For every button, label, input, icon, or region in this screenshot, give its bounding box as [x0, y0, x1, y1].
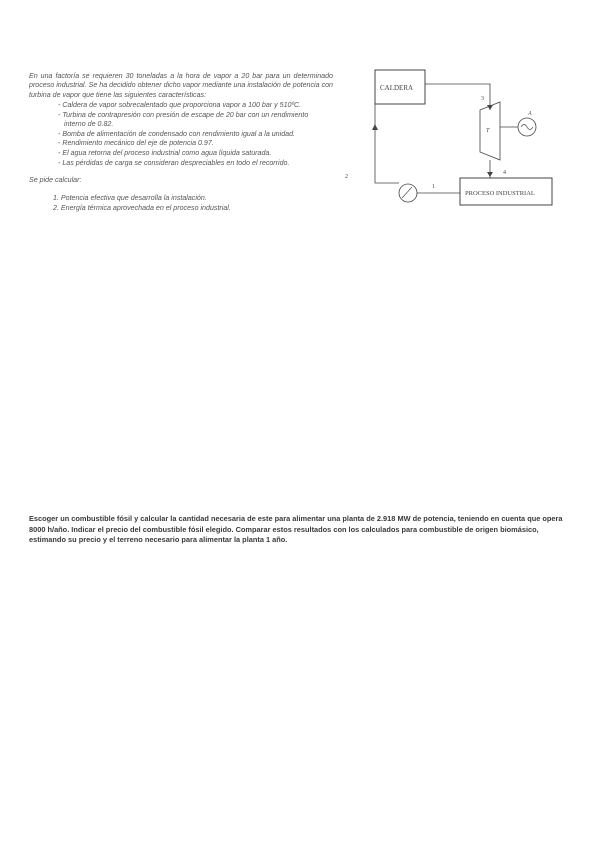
arrow-icon: [372, 124, 378, 130]
pump-line: [402, 187, 412, 198]
list-item: - El agua retorna del proceso industrial como agua líquida saturada.: [58, 148, 272, 157]
list-item: 2. Energía térmica aprovechada en el proceso industrial.: [53, 203, 231, 212]
list-item: 1. Potencia efectiva que desarrolla la instalación.: [53, 194, 207, 202]
boiler-label: CALDERA: [380, 84, 414, 92]
list-item: - Rendimiento mecánico del eje de potencia 0.97.: [58, 139, 214, 148]
problem-intro: En una factoría se requieren 30 toneladas a la hora de vapor a 20 bar para un determinado proceso industrial. Se ha decidido obtener dicho vapor mediante una instalación de potencia con turbina de vapor que tiene las siguientes características:: [29, 72, 333, 99]
list-item: - Bomba de alimentación de condensado con rendimiento igual a la unidad.: [58, 129, 296, 138]
list-item: - Turbina de contrapresión con presión de escape de 20 bar con un rendimiento: [58, 110, 309, 119]
turbine-shape: [480, 102, 500, 160]
point-2-label: 2: [345, 174, 348, 180]
process-label: PROCESO INDUSTRIAL: [465, 190, 535, 197]
list-item: - Caldera de vapor sobrecalentado que proporciona vapor a 100 bar y 510ºC.: [58, 101, 302, 109]
point-4-label: 4: [503, 170, 506, 176]
arrow-icon: [487, 172, 493, 177]
cogeneration-diagram: [340, 60, 560, 220]
calc-title: Se pide calcular:: [29, 176, 82, 184]
sine-icon: [521, 125, 533, 130]
feed-line: [375, 104, 399, 183]
turbine-label: T: [486, 128, 490, 134]
point-3-label: 3: [481, 96, 484, 102]
question-text: Escoger un combustible fósil y calcular la cantidad necesaria de este para alimentar una planta de 2.918 MW de potencia, teniendo en cuenta que opera 8000 h/año. Indicar el precio del combustible fósil elegido. Comparar estos resultados con los calculados para combustible de origen biomásico, estimando su precio y el terreno necesario para alimentar la planta 1 año.: [29, 514, 563, 545]
list-item: - Las pérdidas de carga se consideran despreciables en todo el recorrido.: [58, 158, 290, 167]
generator-label: A: [528, 111, 532, 117]
point-1-label: 1: [432, 184, 435, 190]
list-item: interno de 0.82.: [64, 120, 114, 129]
pump-icon: [399, 184, 417, 202]
calc-list: [53, 194, 231, 213]
characteristics-list: [58, 101, 338, 168]
